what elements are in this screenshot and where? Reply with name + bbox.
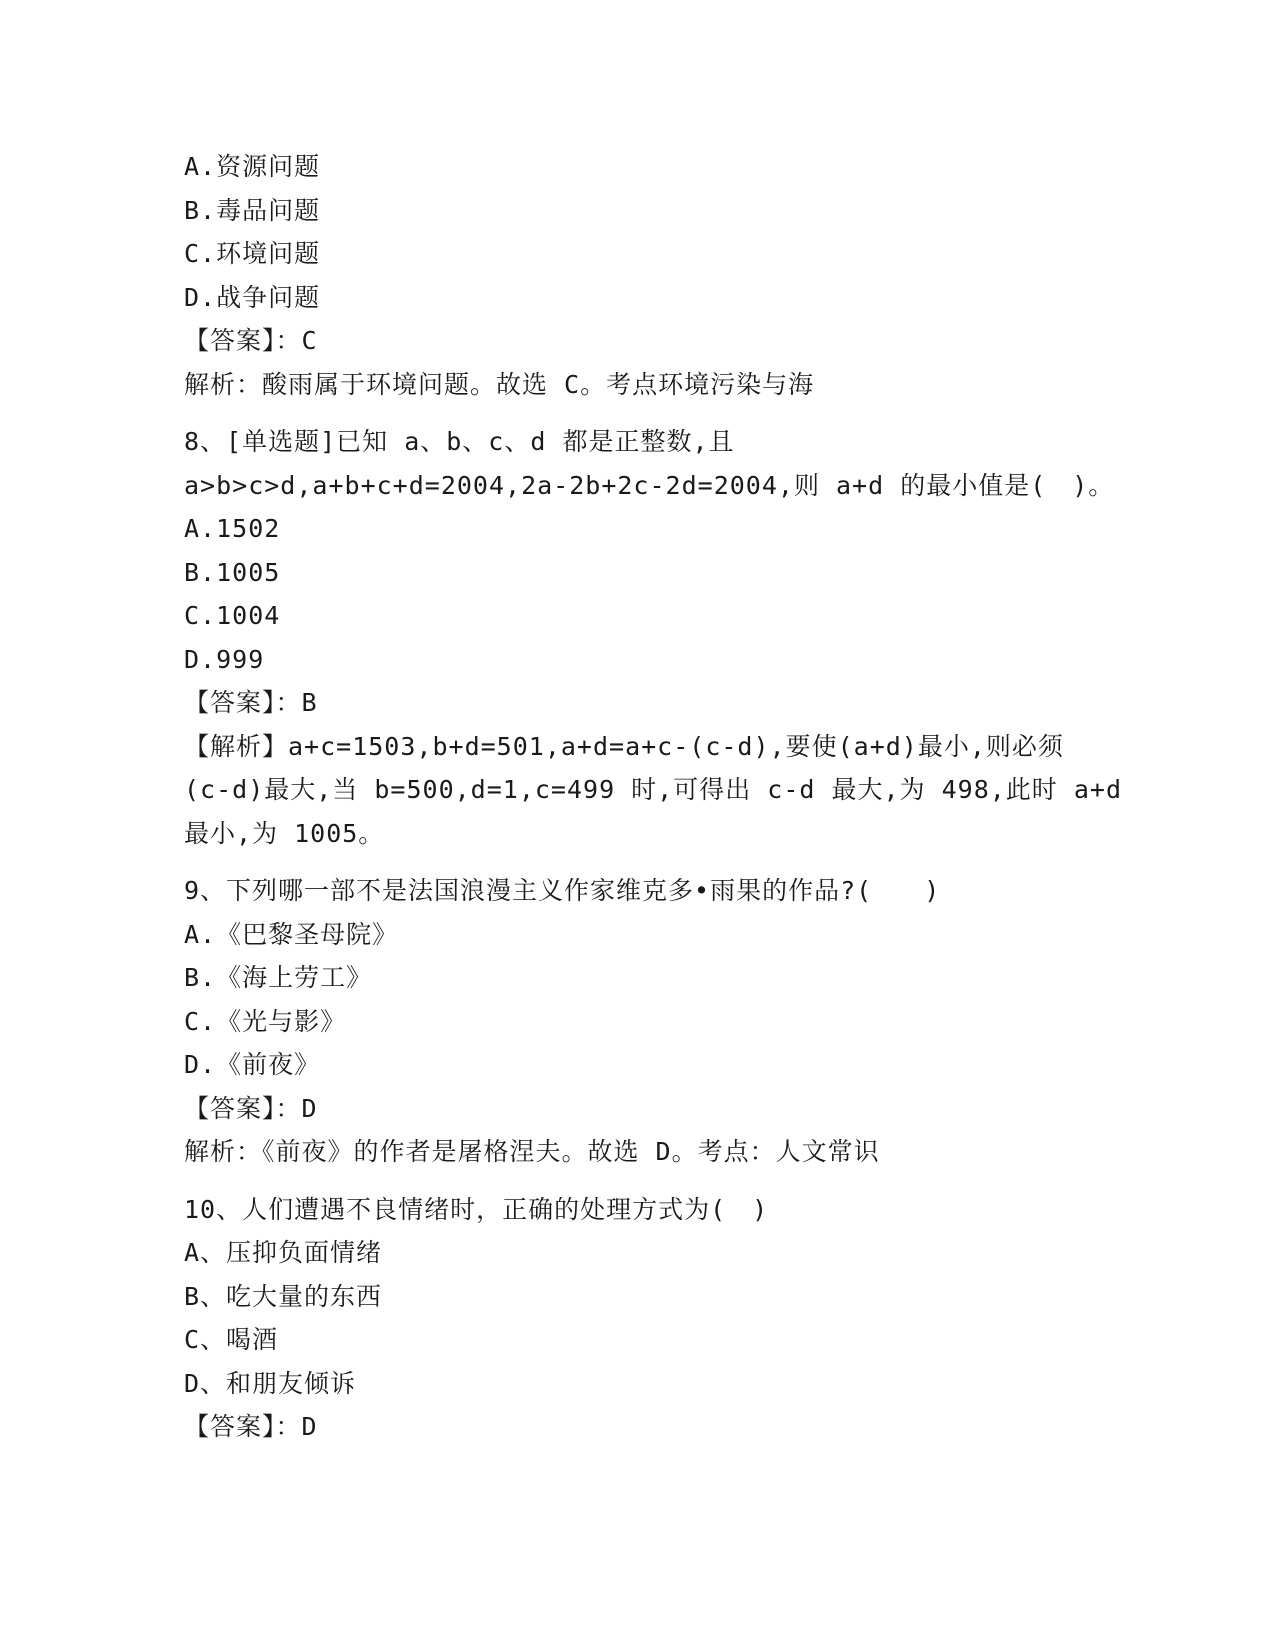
spacer — [184, 406, 1064, 420]
q8-option-c: C.1004 — [184, 601, 281, 630]
spacer — [184, 1174, 1064, 1188]
q10-answer: 【答案】：D — [184, 1412, 318, 1441]
q9-option-b: B.《海上劳工》 — [184, 963, 373, 992]
q8-answer: 【答案】：B — [184, 688, 318, 717]
q10-stem: 10、人们遭遇不良情绪时，正确的处理方式为( ) — [184, 1194, 769, 1224]
q8-option-a: A.1502 — [184, 514, 281, 543]
q7-option-c: C.环境问题 — [184, 239, 321, 268]
q7-analysis: 解析：酸雨属于环境问题。故选 C。考点环境污染与海 — [184, 369, 815, 399]
q8-analysis-line3: 最小,为 1005。 — [184, 818, 385, 848]
q8-option-b: B.1005 — [184, 557, 281, 587]
q9-analysis: 解析：《前夜》的作者是屠格涅夫。故选 D。考点：人文常识 — [184, 1137, 880, 1166]
q9-stem: 9、下列哪一部不是法国浪漫主义作家维克多•雨果的作品?( ) — [184, 876, 941, 905]
q7-option-a: A.资源问题 — [184, 152, 321, 181]
q10-option-d: D、和朋友倾诉 — [184, 1368, 357, 1398]
page-content — [184, 145, 1123, 1449]
q7-answer: 【答案】：C — [184, 326, 318, 355]
q8-option-d: D.999 — [184, 644, 265, 674]
q10-option-a: A、压抑负面情绪 — [184, 1238, 383, 1267]
q8-stem-line2: a>b>c>d,a+b+c+d=2004,2a-2b+2c-2d=2004,则 a+d 的最小值是( )。 — [184, 470, 1115, 500]
spacer — [184, 855, 1064, 869]
q8-analysis-line2: (c-d)最大,当 b=500,d=1,c=499 时,可得出 c-d 最大,为 498,此时 a+d — [184, 775, 1123, 804]
q8-analysis-line1: 【解析】a+c=1503,b+d=501,a+d=a+c-(c-d),要使(a+d)最小,则必须 — [184, 731, 1064, 761]
q7-option-d: D.战争问题 — [184, 282, 321, 312]
q8-stem-line1: 8、[单选题]已知 a、b、c、d 都是正整数,且 — [184, 427, 735, 456]
q9-option-c: C.《光与影》 — [184, 1006, 347, 1036]
q7-option-b: B.毒品问题 — [184, 195, 321, 225]
q9-option-d: D.《前夜》 — [184, 1050, 321, 1079]
q9-answer: 【答案】：D — [184, 1093, 318, 1123]
q10-option-b: B、吃大量的东西 — [184, 1281, 383, 1311]
q10-option-c: C、喝酒 — [184, 1325, 279, 1354]
q9-option-a: A.《巴黎圣母院》 — [184, 919, 399, 949]
